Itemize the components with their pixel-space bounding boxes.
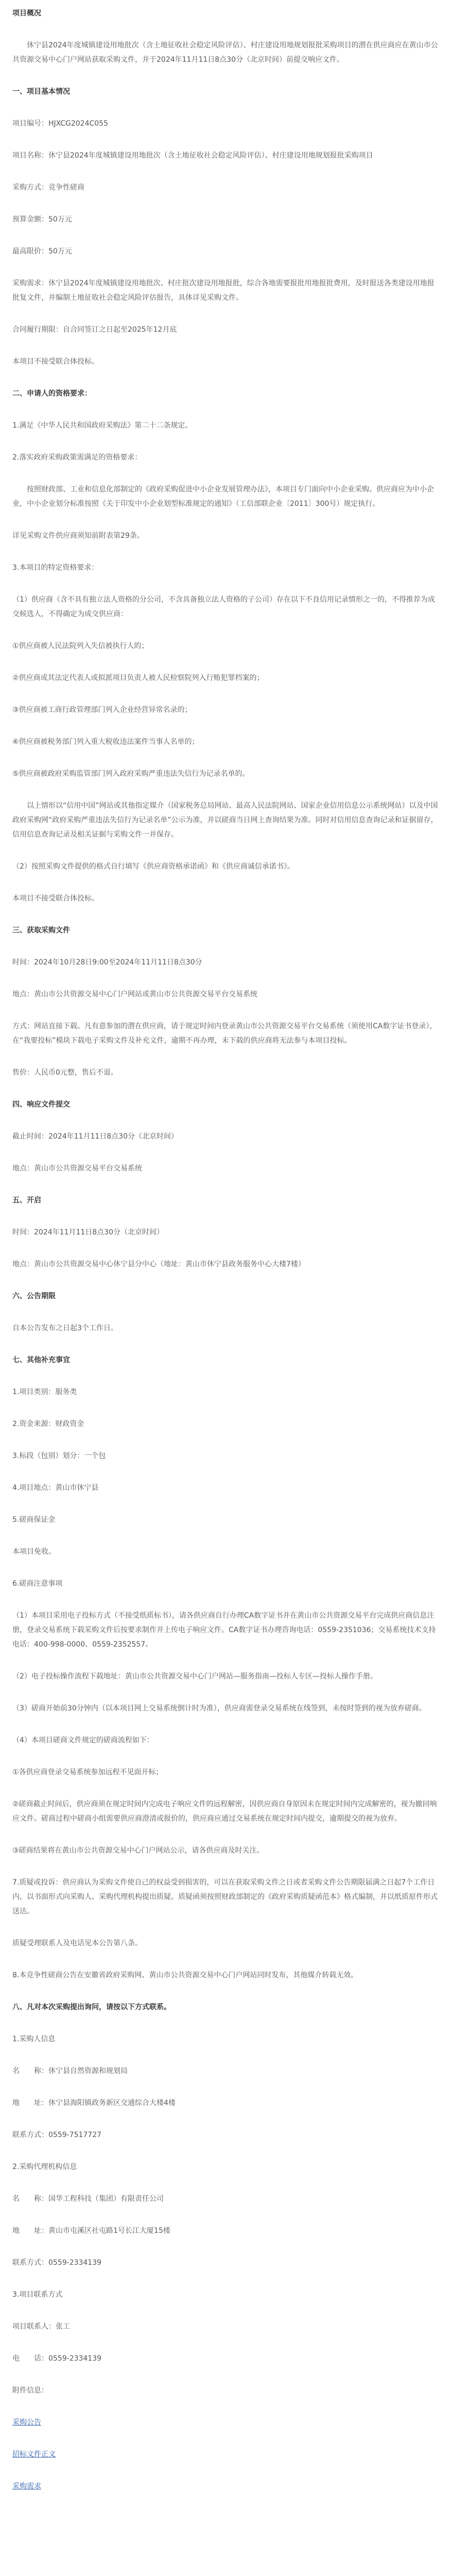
procurement-method bbox=[12, 180, 440, 195]
purchaser-name bbox=[12, 2064, 440, 2078]
consultation-note: ③磋商结果将在黄山市公共资源交易中心门户网站公示，请各供应商及时关注。 bbox=[12, 1846, 264, 1855]
opening-time-value: 2024年11月11日8点30分（北京时间） bbox=[34, 1228, 164, 1236]
purchaser-phone-value: 0559-7517727 bbox=[48, 2131, 102, 2139]
purchaser-address-label: 地 址： bbox=[12, 2099, 48, 2107]
consultation-note: ①各供应商登录交易系统参加远程不见面开标； bbox=[12, 1768, 163, 1776]
obtain-docs-method-label: 方式： bbox=[12, 1022, 34, 1030]
obtain-docs-price bbox=[12, 1065, 440, 1080]
credit-list-item: ②供应商或其法定代表人或拟派项目负责人被人民检察院列入行贿犯罪档案的； bbox=[12, 674, 264, 682]
attachment-item bbox=[12, 2415, 440, 2430]
obtain-docs-time bbox=[12, 955, 440, 970]
overview-heading: 项目概况 bbox=[12, 9, 41, 18]
procurement-method-label: 采购方式： bbox=[12, 183, 48, 192]
obtain-docs-method bbox=[12, 1019, 440, 1048]
purchaser-heading: 1.采购人信息 bbox=[12, 2035, 56, 2043]
obtain-docs-place-label: 地点： bbox=[12, 990, 34, 998]
agency-name bbox=[12, 2192, 440, 2206]
obtain-docs-price-label: 售价： bbox=[12, 1069, 34, 1077]
purchaser-name-label: 名 称： bbox=[12, 2067, 48, 2075]
other-item: 6.磋商注意事项 bbox=[12, 1580, 63, 1588]
obtain-docs-place bbox=[12, 987, 440, 1002]
budget-amount-label: 预算金额： bbox=[12, 215, 48, 224]
section-qualification-heading: 二、申请人的资格要求： bbox=[12, 389, 92, 398]
attachment-link-tender-document[interactable]: 招标文件正文 bbox=[12, 2450, 56, 2459]
max-price bbox=[12, 244, 440, 259]
opening-place-value: 黄山市公共资源交易中心休宁县分中心（地址：黄山市休宁县政务服务中心大楼7楼） bbox=[34, 1260, 305, 1268]
consultation-note: ②磋商截止时间后，供应商须在规定时间内完成电子响应文件的远程解密，因供应商自身原因未在规定时间内完成解密的，视为撤回响应文件。磋商过程中磋商小组需要供应商澄清或报价的，供应商应通过交易系统在规定时间内提交，逾期提交的视为放弃。 bbox=[12, 1800, 437, 1823]
purchaser-address bbox=[12, 2096, 440, 2110]
purchaser-name-value: 休宁县自然资源和规划局 bbox=[48, 2067, 128, 2075]
qualification-req-2-note: 详见采购文件供应商须知前附表第29条。 bbox=[12, 532, 144, 540]
submission-deadline-label: 截止时间： bbox=[12, 1132, 48, 1141]
agency-phone-value: 0559-2334139 bbox=[48, 2259, 102, 2267]
section-submission-heading: 四、响应文件提交 bbox=[12, 1100, 70, 1109]
opening-place-label: 地点： bbox=[12, 1260, 34, 1268]
submission-place-value: 黄山市公共资源交易平台交易系统 bbox=[34, 1164, 142, 1173]
procurement-requirement-value: 休宁县2024年度城镇建设用地批次、村庄批次建设用地报批，综合各地需要报批用地报批费用，及时报送各类建设用地报批复文件，并编制土地征收社会稳定风险评估报告，具体详见采购文件。 bbox=[12, 279, 435, 302]
section-other-heading: 七、其他补充事宜 bbox=[12, 1356, 70, 1364]
credit-list-item: ①供应商被人民法院列入失信被执行人的； bbox=[12, 642, 149, 650]
other-item: 本项目免收。 bbox=[12, 1548, 56, 1556]
section-obtain-docs-heading: 三、获取采购文件 bbox=[12, 926, 70, 935]
agency-name-value: 国华工程科技（集团）有限责任公司 bbox=[48, 2195, 164, 2203]
procurement-requirement-label: 采购需求： bbox=[12, 279, 48, 287]
attachment-link-announcement[interactable]: 采购公告 bbox=[12, 2418, 41, 2427]
attachment-item bbox=[12, 2447, 440, 2462]
notice-period-text: 自本公告发布之日起3个工作日。 bbox=[12, 1324, 118, 1332]
attachment-link-requirements[interactable]: 采购需求 bbox=[12, 2482, 41, 2490]
budget-amount bbox=[12, 212, 440, 227]
qualification-req-1: 1.满足《中华人民共和国政府采购法》第二十二条规定。 bbox=[12, 421, 193, 430]
agency-address-label: 地 址： bbox=[12, 2227, 48, 2235]
overview-text: 休宁县2024年度城镇建设用地批次（含土地征收社会稳定风险评估）、村庄建设用地规划报批采购项目的潜在供应商应在黄山市公共资源交易中心门户网站获取采购文件，并于2024年11月11日8点30分（北京时间）前提交响应文件。 bbox=[12, 41, 438, 64]
submission-deadline bbox=[12, 1129, 440, 1144]
opening-time-label: 时间： bbox=[12, 1228, 34, 1236]
submission-deadline-value: 2024年11月11日8点30分（北京时间） bbox=[48, 1132, 178, 1141]
challenge-contact-note: 质疑受理联系人及电话见本公告第八条。 bbox=[12, 1939, 142, 1947]
max-price-label: 最高限价： bbox=[12, 247, 48, 256]
project-number-label: 项目编号： bbox=[12, 120, 48, 128]
opening-place bbox=[12, 1257, 440, 1272]
consultation-note: （3）磋商开始前30分钟内（以本项目网上交易系统倒计时为准），供应商需登录交易系统在线签到，未按时签到的视为放弃磋商。 bbox=[12, 1704, 426, 1713]
contract-period-value: 自合同签订之日起至2025年12月底 bbox=[63, 326, 177, 334]
contract-period-label: 合同履行期限： bbox=[12, 326, 63, 334]
consultation-note: （4）本项目磋商文件规定的磋商流程如下： bbox=[12, 1736, 154, 1744]
submission-place bbox=[12, 1161, 440, 1176]
project-contact-heading: 3.项目联系方式 bbox=[12, 2291, 63, 2299]
project-contact-person-label: 项目联系人： bbox=[12, 2323, 56, 2331]
consultation-note: （2）电子投标操作流程下载地址：黄山市公共资源交易中心门户网站—服务指南—投标人专区—投标人操作手册。 bbox=[12, 1672, 377, 1681]
agency-address-value: 黄山市屯溪区社屯路1号长江大厦15楼 bbox=[48, 2227, 170, 2235]
challenge-note: 7.质疑或投诉：供应商认为采购文件使自己的权益受到损害的，可以在获取采购文件之日或者采购文件公告期限届满之日起7个工作日内，以书面形式向采购人、采购代理机构提出质疑。质疑函须按照财政部制定的《政府采购质疑函范本》格式编制，并以纸质原件形式送达。 bbox=[12, 1878, 438, 1916]
project-contact-phone bbox=[12, 2351, 440, 2366]
qualification-req-3-2: （2）按照采购文件提供的格式自行填写《供应商资格承诺函》和《供应商诚信承诺书》。 bbox=[12, 862, 294, 871]
project-name-value: 休宁县2024年度城镇建设用地批次（含土地征收社会稳定风险评估）、村庄建设用地规划报批采购项目 bbox=[48, 151, 373, 160]
project-contact-phone-label: 电 话： bbox=[12, 2354, 48, 2363]
other-item: 2.资金来源：财政资金 bbox=[12, 1420, 84, 1428]
agency-phone-label: 联系方式： bbox=[12, 2259, 48, 2267]
purchaser-phone-label: 联系方式： bbox=[12, 2131, 48, 2139]
other-item: 1.项目类别：服务类 bbox=[12, 1388, 77, 1396]
project-number-value: HJXCG2024C055 bbox=[48, 120, 108, 128]
agency-heading: 2.采购代理机构信息 bbox=[12, 2163, 77, 2171]
credit-list-item: ④供应商被税务部门列入重大税收违法案件当事人名单的； bbox=[12, 738, 199, 746]
procurement-requirement bbox=[12, 276, 440, 305]
publication-note: 8.本竞争性磋商公告在安徽省政府采购网、黄山市公共资源交易中心门户网站同时发布，其他媒介转载无效。 bbox=[12, 1971, 358, 1979]
attachments-heading: 附件信息： bbox=[12, 2386, 48, 2395]
project-number bbox=[12, 116, 440, 131]
contract-period bbox=[12, 323, 440, 337]
consortium-note: 本项目不接受联合体投标。 bbox=[12, 358, 99, 366]
qualification-req-2: 2.落实政府采购政策需满足的资格要求： bbox=[12, 453, 142, 462]
opening-time bbox=[12, 1225, 440, 1240]
credit-list-item: ⑤供应商被政府采购监管部门列入政府采购严重违法失信行为记录名单的。 bbox=[12, 770, 250, 778]
procurement-method-value: 竞争性磋商 bbox=[48, 183, 84, 192]
qualification-req-2-detail: 按照财政部、工业和信息化部制定的《政府采购促进中小企业发展管理办法》，本项目专门面向中小企业采购。供应商应为中小企业，中小企业划分标准按照《关于印发中小企业划型标准规定的通知》（工信部联企业〔2011〕300号）规定执行。 bbox=[12, 485, 434, 508]
credit-list-item: ③供应商被工商行政管理部门列入企业经营异常名录的； bbox=[12, 706, 192, 714]
obtain-docs-method-value: 网站直接下载。凡有意参加的潜在供应商，请于规定时间内登录黄山市公共资源交易平台交易系统（须使用CA数字证书登录），在“我要投标”模块下载电子采购文件及补充文件，逾期不再办理，未下载的供应商将无法参与本项目投标。 bbox=[12, 1022, 437, 1045]
purchaser-address-value: 休宁县海阳镇政务新区交通综合大楼4楼 bbox=[48, 2099, 176, 2107]
section-contact-heading: 八、凡对本次采购提出询问，请按以下方式联系。 bbox=[12, 2003, 171, 2011]
agency-phone bbox=[12, 2256, 440, 2270]
project-name-label: 项目名称： bbox=[12, 151, 48, 160]
project-contact-person bbox=[12, 2319, 440, 2334]
obtain-docs-time-value: 2024年10月28日9:00至2024年11月11日8点30分 bbox=[34, 958, 202, 967]
other-item: 5.磋商保证金 bbox=[12, 1516, 56, 1524]
project-contact-phone-value: 0559-2334139 bbox=[48, 2354, 102, 2363]
consultation-note: （1）本项目采用电子投标方式（不接受纸质标书），请各供应商自行办理CA数字证书并在黄山市公共资源交易平台完成供应商信息注册，登录交易系统下载采购文件后按要求制作并上传电子响应文件。CA数字证书办理咨询电话：0559-2351036；交易系统技术支持电话：400-998-0000、0559-2352557。 bbox=[12, 1612, 436, 1649]
qualification-req-3-1: （1）供应商（含不具有独立法人资格的分公司，不含具备独立法人资格的子公司）存在以下不良信用记录情形之一的，不得推荐为成交候选人，不得确定为成交供应商： bbox=[12, 596, 435, 618]
other-item: 3.标段（包别）划分：一个包 bbox=[12, 1452, 106, 1460]
section-opening-heading: 五、开启 bbox=[12, 1196, 41, 1205]
agency-name-label: 名 称： bbox=[12, 2195, 48, 2203]
project-name bbox=[12, 148, 440, 163]
credit-note: 以上情形以“信用中国”网站或其他指定媒介（国家税务总局网站、最高人民法院网站、国家企业信用信息公示系统网站）以及中国政府采购网“政府采购严重违法失信行为记录名单”公示为准，并以磋商当日网上查询结果为准。同时对信用信息查询记录和证据留存，信用信息查询记录及相关证据与采购文件一并保存。 bbox=[12, 802, 438, 839]
submission-place-label: 地点： bbox=[12, 1164, 34, 1173]
project-contact-person-value: 张工 bbox=[56, 2323, 70, 2331]
purchaser-phone bbox=[12, 2128, 440, 2142]
obtain-docs-place-value: 黄山市公共资源交易中心门户网站或黄山市公共资源交易平台交易系统 bbox=[34, 990, 257, 998]
section-basic-info-heading: 一、项目基本情况 bbox=[12, 88, 70, 96]
section-notice-period-heading: 六、公告期限 bbox=[12, 1292, 56, 1300]
obtain-docs-price-value: 人民币0元整，售后不退。 bbox=[34, 1069, 118, 1077]
max-price-value: 50万元 bbox=[48, 247, 72, 256]
obtain-docs-time-label: 时间： bbox=[12, 958, 34, 967]
agency-address bbox=[12, 2224, 440, 2238]
other-item: 4.项目地点：黄山市休宁县 bbox=[12, 1484, 99, 1492]
qualification-consortium-note: 本项目不接受联合体投标。 bbox=[12, 894, 99, 903]
attachment-item bbox=[12, 2479, 440, 2494]
qualification-req-3: 3.本项目的特定资格要求： bbox=[12, 564, 99, 572]
budget-amount-value: 50万元 bbox=[48, 215, 72, 224]
